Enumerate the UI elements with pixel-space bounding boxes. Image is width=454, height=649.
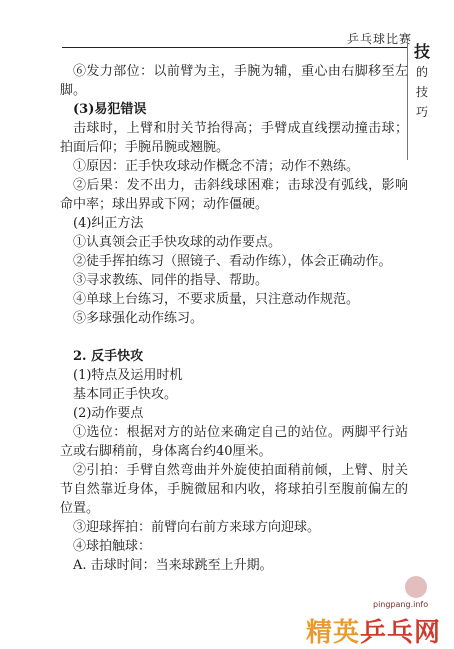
paragraph: ①原因：正手快攻球动作概念不清；动作不熟练。 (73, 159, 360, 174)
page-body (60, 62, 408, 575)
section-heading: (1)特点及运用时机 (73, 368, 183, 383)
paragraph: ⑤多球强化动作练习。 (73, 311, 204, 326)
paragraph: 基本同正手快攻。 (73, 387, 178, 402)
paragraph: ①认真领会正手快攻球的动作要点。 (73, 235, 282, 250)
side-tab (410, 42, 434, 122)
side-char-1: 技 (413, 42, 430, 61)
watermark-logo-a: 精英 (306, 618, 361, 648)
paragraph: 击球时，上臂和肘关节抬得高；手臂成直线摆动撞击球；拍面后仰；手腕吊腕或翘腕。 (60, 121, 408, 155)
section-heading: (2)动作要点 (73, 406, 144, 421)
paragraph: ②徒手挥拍练习（照镜子、看动作练），体会正确动作。 (73, 254, 392, 269)
paragraph: ②后果：发不出力，击斜线球困难；击球没有弧线，影响命中率；球出界或下网；动作僵硬。 (60, 178, 408, 212)
paragraph: ⑥发力部位：以前臂为主，手腕为辅，重心由右脚移至左脚。 (60, 64, 408, 98)
header-rule (62, 47, 407, 48)
paragraph: ④球拍触球： (73, 539, 152, 554)
paragraph: ②引拍：手臂自然弯曲并外旋使拍面稍前倾，上臂、肘关节自然靠近身体，手腕微屈和内收，将球拍引至腹前偏左的位置。 (60, 463, 408, 516)
section-heading: 2. 反手快攻 (73, 349, 144, 364)
spacer (60, 328, 408, 347)
watermark-logo-b: 乒乓网 (360, 618, 442, 648)
paragraph: ③迎球挥拍：前臂向右前方来球方向迎球。 (73, 520, 321, 535)
paragraph: ①选位：根据对方的站位来确定自己的站位。两脚平行站立或右脚稍前，身体离台约40厘米。 (60, 425, 408, 459)
watermark-logo (306, 612, 441, 649)
side-char-3: 技 (415, 85, 428, 99)
paragraph: A. 击球时间：当来球跳至上升期。 (73, 558, 273, 573)
paragraph: ③寻求教练、同伴的指导、帮助。 (73, 273, 269, 288)
paragraph: ④单球上台练习，不要求质量，只注意动作规范。 (73, 292, 360, 307)
side-char-4: 巧 (415, 105, 428, 119)
watermark-url: pingpang.info (373, 600, 429, 609)
running-header-title: 乒乓球比赛 (347, 32, 413, 46)
section-heading: (3)易犯错误 (73, 102, 147, 117)
section-heading: (4)纠正方法 (73, 216, 144, 231)
side-char-2: 的 (415, 65, 428, 79)
page-number-marker (405, 576, 427, 598)
